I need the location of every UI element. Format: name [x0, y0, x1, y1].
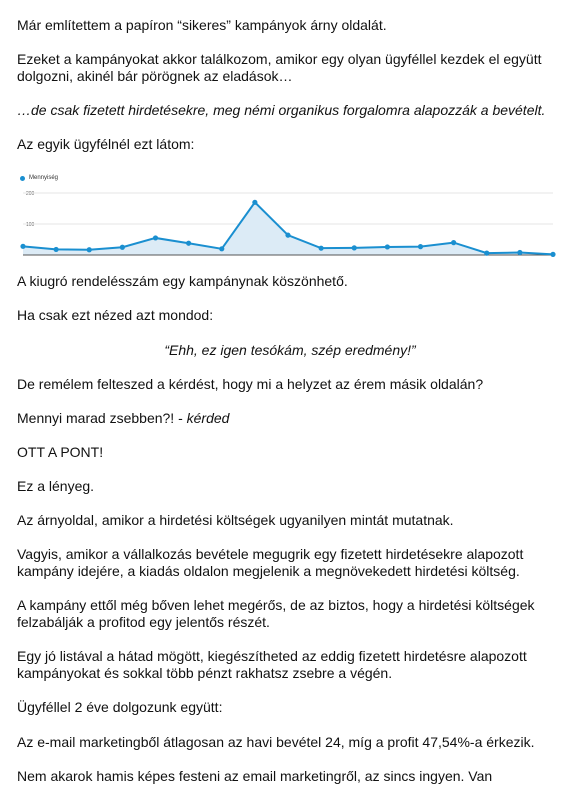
- paragraph: Az egyik ügyfélnél ezt látom:: [17, 136, 195, 152]
- paragraph: OTT A PONT!: [17, 444, 104, 460]
- data-point: [252, 200, 257, 205]
- paragraph: Ez a lényeg.: [17, 478, 95, 494]
- y-tick-label: 100: [26, 222, 35, 228]
- chart-legend: [20, 175, 58, 181]
- data-point: [451, 240, 456, 245]
- data-point: [550, 252, 555, 257]
- paragraph-text: Mennyi marad zsebben?! -: [17, 410, 187, 426]
- y-tick-label: 200: [26, 191, 35, 197]
- paragraph-italic: …de csak fizetett hirdetésekre, meg némi organikus forgalomra alapozzák a bevételt.: [17, 102, 546, 118]
- paragraph: Ha csak ezt nézed azt mondod:: [17, 307, 214, 323]
- paragraph: Az árnyoldal, amikor a hirdetési költségek ugyanilyen mintát mutatnak.: [17, 512, 454, 528]
- data-point: [54, 247, 59, 252]
- paragraph: Már említettem a papíron “sikeres” kampányok árny oldalát.: [17, 17, 387, 33]
- paragraph: Ezeket a kampányokat akkor találkozom, amikor egy olyan ügyféllel kezdek el együtt dolgozni, akinél bár pörögnek az eladások…: [17, 51, 542, 84]
- data-point: [87, 247, 92, 252]
- data-point: [385, 244, 390, 249]
- data-point: [418, 244, 423, 249]
- data-point: [285, 233, 290, 238]
- paragraph-cut: Nem akarok hamis képes festeni az email marketingről, az sincs ingyen. Van: [17, 768, 493, 784]
- paragraph: A kiugró rendelésszám egy kampánynak köszönhető.: [17, 273, 348, 289]
- data-point: [219, 246, 224, 251]
- data-point: [517, 250, 522, 255]
- data-point: [20, 244, 25, 249]
- data-point: [484, 251, 489, 256]
- quote: “Ehh, ez igen tesókám, szép eredmény!”: [164, 342, 416, 358]
- chart-gridlines: [23, 193, 553, 224]
- legend-label: Mennyiség: [29, 175, 59, 181]
- paragraph: De remélem felteszed a kérdést, hogy mi a helyzet az érem másik oldalán?: [17, 376, 484, 392]
- paragraph: Vagyis, amikor a vállalkozás bevétele megugrik egy fizetett hirdetésekre alapozott kampány idejére, a kiadás oldalon megjelenik a megnövekedett hirdetési költség.: [17, 546, 524, 579]
- chart-svg: [12, 171, 572, 263]
- legend-marker-icon: [20, 176, 25, 181]
- data-point: [186, 241, 191, 246]
- series-area: [23, 202, 553, 255]
- quantity-chart: [12, 171, 572, 263]
- data-point: [319, 246, 324, 251]
- paragraph: Ügyféllel 2 éve dolgozunk együtt:: [17, 699, 223, 715]
- paragraph: Az e-mail marketingből átlagosan az havi bevétel 24, míg a profit 47,54%-a érkezik.: [17, 734, 535, 750]
- paragraph: A kampány ettől még bőven lehet megérős, de az biztos, hogy a hirdetési költségek felzabálják a profitod egy jelentős részét.: [17, 597, 535, 630]
- paragraph-italic-suffix: kérded: [186, 410, 230, 426]
- paragraph: Egy jó listával a hátad mögött, kiegészítheted az eddig fizetett hirdetésre alapozott kampányokat és sokkal több pénzt rakhatsz zsebre a végén.: [17, 648, 527, 681]
- data-point: [153, 235, 158, 240]
- data-point: [352, 245, 357, 250]
- paragraph: [17, 410, 567, 427]
- data-point: [120, 245, 125, 250]
